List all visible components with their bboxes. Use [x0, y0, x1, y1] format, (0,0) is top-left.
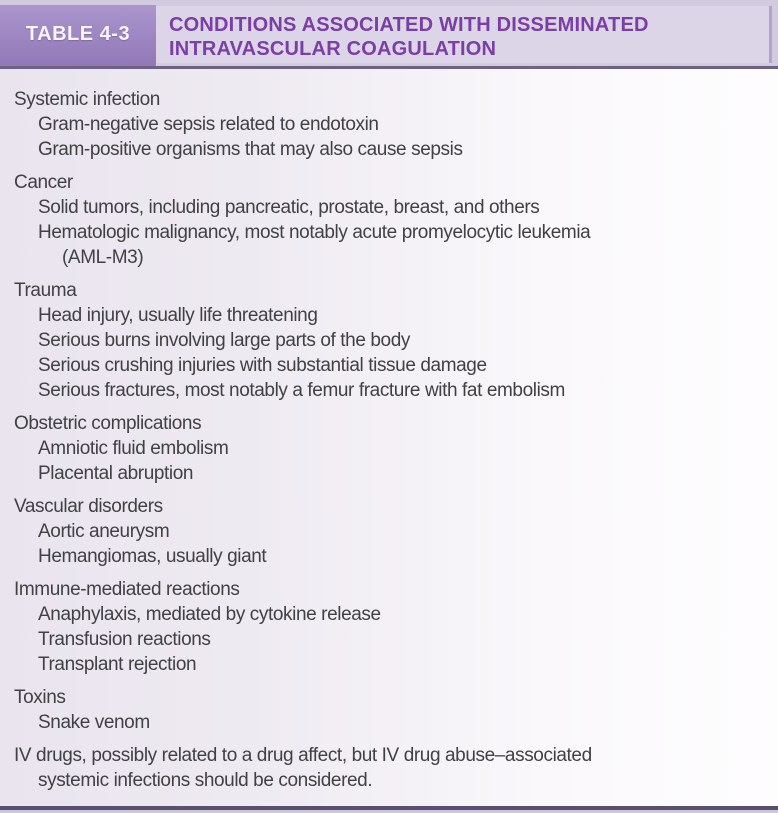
table-number-label: TABLE 4-3: [25, 22, 131, 45]
table-title-line-1: CONDITIONS ASSOCIATED WITH DISSEMINATED: [169, 14, 649, 36]
footnote-iv-drugs-line-2: systemic infections should be considered.: [38, 770, 373, 791]
list-item: Amniotic fluid embolism: [38, 438, 229, 459]
list-item: Gram-positive organisms that may also cause sepsis: [38, 139, 463, 160]
section-header-cancer: Cancer: [14, 172, 73, 193]
section-header-obstetric-complications: Obstetric complications: [14, 413, 202, 434]
list-item: Anaphylaxis, mediated by cytokine release: [38, 604, 381, 625]
list-item: Snake venom: [38, 712, 150, 733]
list-item: Transplant rejection: [38, 654, 197, 675]
table-title-line-2: INTRAVASCULAR COAGULATION: [169, 38, 497, 60]
list-item: Serious crushing injuries with substantial tissue damage: [38, 355, 487, 376]
table-title-band: [156, 6, 772, 63]
table-body: [0, 69, 778, 806]
list-item: Aortic aneurysm: [38, 521, 170, 542]
section-header-vascular-disorders: Vascular disorders: [14, 496, 163, 517]
list-item: Solid tumors, including pancreatic, prostate, breast, and others: [38, 197, 540, 218]
table-header: [0, 0, 778, 69]
list-item: Hemangiomas, usually giant: [38, 546, 267, 567]
list-item: Serious burns involving large parts of the body: [38, 330, 410, 351]
section-header-immune-mediated-reactions: Immune-mediated reactions: [14, 579, 240, 600]
list-item: Head injury, usually life threatening: [38, 305, 318, 326]
list-item-continuation: (AML-M3): [62, 247, 144, 268]
section-header-toxins: Toxins: [14, 687, 66, 708]
list-item: Hematologic malignancy, most notably acute promyelocytic leukemia: [38, 222, 591, 243]
section-header-systemic-infection: Systemic infection: [14, 89, 160, 110]
bottom-border: [0, 806, 778, 813]
list-item: Gram-negative sepsis related to endotoxin: [38, 114, 379, 135]
list-item: Serious fractures, most notably a femur fracture with fat embolism: [38, 380, 565, 401]
list-item: Placental abruption: [38, 463, 194, 484]
list-item: Transfusion reactions: [38, 629, 211, 650]
footnote-iv-drugs-line-1: IV drugs, possibly related to a drug affect, but IV drug abuse–associated: [14, 745, 592, 766]
table-number-tab: [0, 5, 156, 69]
section-header-trauma: Trauma: [14, 280, 77, 301]
